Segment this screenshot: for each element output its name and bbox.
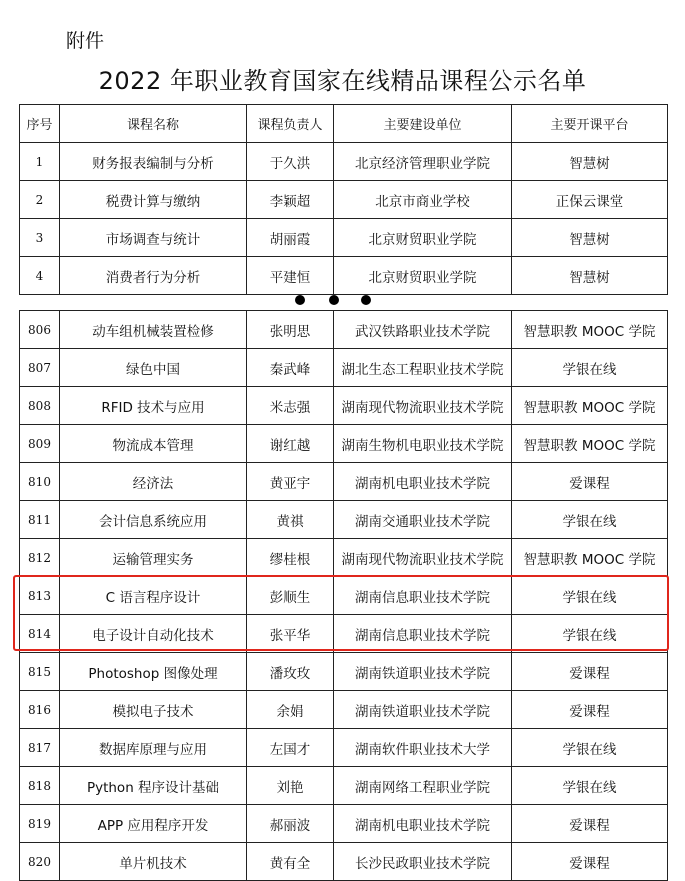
cell-seq: 819 [20,805,60,843]
cell-platform: 智慧树 [512,219,668,257]
cell-course: 税费计算与缴纳 [60,181,247,219]
cell-platform: 学银在线 [512,577,668,615]
cell-platform: 学银在线 [512,729,668,767]
cell-lead: 黄祺 [247,501,334,539]
cell-seq: 811 [20,501,60,539]
cell-platform: 正保云课堂 [512,181,668,219]
cell-course: 财务报表编制与分析 [60,143,247,181]
cell-course: 经济法 [60,463,247,501]
header-course: 课程名称 [60,105,247,143]
cell-seq: 807 [20,349,60,387]
table-row [20,311,668,349]
cell-seq: 817 [20,729,60,767]
cell-course: 数据库原理与应用 [60,729,247,767]
ellipsis-dot [361,295,371,305]
cell-course: 市场调查与统计 [60,219,247,257]
cell-seq: 815 [20,653,60,691]
table-row [20,349,668,387]
cell-seq: 1 [20,143,60,181]
cell-lead: 张平华 [247,615,334,653]
cell-lead: 胡丽霞 [247,219,334,257]
cell-lead: 李颖超 [247,181,334,219]
cell-unit: 湖南现代物流职业技术学院 [334,539,512,577]
cell-course: 运输管理实务 [60,539,247,577]
attachment-label: 附件 [66,30,105,52]
cell-unit: 湖南交通职业技术学院 [334,501,512,539]
cell-lead: 郝丽波 [247,805,334,843]
table-row [20,805,668,843]
document-title: 2022 年职业教育国家在线精品课程公示名单 [98,67,587,95]
table-row [20,539,668,577]
table-header-row [20,105,668,143]
cell-platform: 学银在线 [512,615,668,653]
cell-course: 电子设计自动化技术 [60,615,247,653]
cell-seq: 816 [20,691,60,729]
cell-unit: 北京财贸职业学院 [334,257,512,295]
cell-platform: 学银在线 [512,349,668,387]
cell-unit: 武汉铁路职业技术学院 [334,311,512,349]
cell-seq: 810 [20,463,60,501]
cell-platform: 学银在线 [512,501,668,539]
cell-seq: 814 [20,615,60,653]
ellipsis-dot [295,295,305,305]
cell-unit: 湖南软件职业技术大学 [334,729,512,767]
table-row [20,843,668,881]
cell-course: 单片机技术 [60,843,247,881]
table-row [20,143,668,181]
table-row [20,767,668,805]
table-row [20,653,668,691]
table-row [20,463,668,501]
cell-seq: 820 [20,843,60,881]
cell-platform: 爱课程 [512,843,668,881]
cell-unit: 北京经济管理职业学院 [334,143,512,181]
cell-lead: 谢红越 [247,425,334,463]
cell-course: 会计信息系统应用 [60,501,247,539]
cell-course: C 语言程序设计 [60,577,247,615]
cell-lead: 潘玫玫 [247,653,334,691]
cell-lead: 黄亚宇 [247,463,334,501]
header-unit: 主要建设单位 [334,105,512,143]
cell-seq: 813 [20,577,60,615]
cell-platform: 智慧树 [512,143,668,181]
cell-unit: 湖南网络工程职业学院 [334,767,512,805]
cell-lead: 平建恒 [247,257,334,295]
cell-lead: 余娟 [247,691,334,729]
cell-unit: 湖南机电职业技术学院 [334,463,512,501]
header-lead: 课程负责人 [247,105,334,143]
cell-unit: 湖南铁道职业技术学院 [334,653,512,691]
table-row [20,257,668,295]
cell-unit: 长沙民政职业技术学院 [334,843,512,881]
cell-lead: 黄有全 [247,843,334,881]
cell-lead: 张明思 [247,311,334,349]
cell-course: 动车组机械装置检修 [60,311,247,349]
cell-unit: 湖南生物机电职业技术学院 [334,425,512,463]
cell-lead: 左国才 [247,729,334,767]
cell-platform: 爱课程 [512,653,668,691]
cell-course: 物流成本管理 [60,425,247,463]
cell-platform: 智慧职教 MOOC 学院 [512,387,668,425]
cell-unit: 湖南机电职业技术学院 [334,805,512,843]
cell-platform: 智慧职教 MOOC 学院 [512,311,668,349]
cell-lead: 于久洪 [247,143,334,181]
cell-lead: 缪桂根 [247,539,334,577]
cell-platform: 智慧树 [512,257,668,295]
table-row [20,425,668,463]
cell-platform: 爱课程 [512,805,668,843]
highlight-box [13,575,669,651]
table-row [20,691,668,729]
cell-seq: 812 [20,539,60,577]
cell-lead: 秦武峰 [247,349,334,387]
cell-lead: 米志强 [247,387,334,425]
cell-seq: 4 [20,257,60,295]
table-row [20,181,668,219]
cell-seq: 806 [20,311,60,349]
cell-course: RFID 技术与应用 [60,387,247,425]
cell-course: APP 应用程序开发 [60,805,247,843]
table-row [20,219,668,257]
cell-course: Photoshop 图像处理 [60,653,247,691]
cell-platform: 智慧职教 MOOC 学院 [512,539,668,577]
cell-platform: 智慧职教 MOOC 学院 [512,425,668,463]
cell-course: 模拟电子技术 [60,691,247,729]
cell-unit: 湖北生态工程职业技术学院 [334,349,512,387]
cell-seq: 809 [20,425,60,463]
ellipsis-dots [290,290,380,310]
cell-course: Python 程序设计基础 [60,767,247,805]
cell-lead: 刘艳 [247,767,334,805]
cell-seq: 3 [20,219,60,257]
table-row [20,501,668,539]
cell-unit: 湖南信息职业技术学院 [334,615,512,653]
cell-platform: 学银在线 [512,767,668,805]
cell-seq: 818 [20,767,60,805]
cell-unit: 湖南铁道职业技术学院 [334,691,512,729]
cell-lead: 彭顺生 [247,577,334,615]
cell-unit: 北京财贸职业学院 [334,219,512,257]
cell-unit: 湖南信息职业技术学院 [334,577,512,615]
cell-course: 消费者行为分析 [60,257,247,295]
cell-platform: 爱课程 [512,691,668,729]
course-table-top [19,104,668,295]
table-row [20,729,668,767]
ellipsis-dot [329,295,339,305]
header-seq: 序号 [20,105,60,143]
cell-unit: 北京市商业学校 [334,181,512,219]
cell-course: 绿色中国 [60,349,247,387]
cell-unit: 湖南现代物流职业技术学院 [334,387,512,425]
table-row [20,387,668,425]
cell-seq: 2 [20,181,60,219]
cell-platform: 爱课程 [512,463,668,501]
cell-seq: 808 [20,387,60,425]
header-platform: 主要开课平台 [512,105,668,143]
